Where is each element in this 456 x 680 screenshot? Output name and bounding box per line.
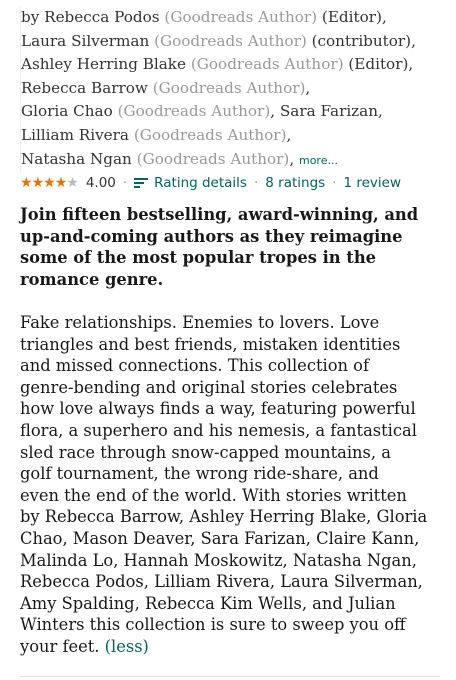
author-name[interactable]: Gloria Chao [21,102,118,121]
goodreads-author-tag: (Goodreads Author) [190,55,344,74]
author-line [21,148,447,173]
author-name[interactable]: , [305,78,311,97]
description-line [20,312,450,334]
author-name[interactable]: , [289,149,299,168]
ratings-count-link[interactable]: 8 ratings [265,175,326,191]
description-text: and missed connections. This collection of [20,356,369,376]
star-filled-icon: ★ [54,175,67,191]
rating-details-icon[interactable] [134,177,148,189]
description-line [20,485,450,507]
goodreads-author-tag: (Goodreads Author) [133,125,287,144]
description-text: Amy Spalding, Rebecca Kim Wells, and Julian [20,593,396,613]
description-line [20,571,450,593]
less-link[interactable]: (less) [104,636,149,656]
goodreads-author-tag: (Goodreads Author) [164,8,318,26]
description-text: genre-bending and original stories celebrates [20,377,398,397]
description-line [20,334,450,356]
description-text: sled race through snow-capped mountains, a [20,442,391,462]
star-rating [20,175,78,191]
author-name[interactable]: , [286,125,292,144]
author-line [21,53,447,77]
author-line [21,6,447,30]
star-empty-icon: ★ [66,175,78,191]
average-rating: 4.00 [85,175,116,191]
goodreads-author-tag: (Goodreads Author) [152,78,306,97]
description-text: flora, a superhero and his nemesis, a fantastical [20,420,417,440]
description-text: Rebecca Podos, Lilliam Rivera, Laura Silverman, [20,572,423,592]
description-line [20,463,450,485]
rating-row [20,172,450,194]
description-text: how love always finds a way, featuring powerful [20,399,416,419]
author-name[interactable]: by Rebecca Podos [21,8,165,26]
author-name[interactable]: Rebecca Barrow [21,78,153,97]
reviews-count-link[interactable]: 1 review [343,175,401,191]
description-lead-line: Join fifteen bestselling, award-winning, and [20,205,419,224]
description-line [20,593,450,615]
separator-dot: · [253,175,259,191]
description-lead-line: some of the most popular tropes in the [20,248,377,268]
description-text: Fake relationships. Enemies to lovers. Love [20,313,380,332]
description-text: triangles and best friends, mistaken identities [20,334,401,354]
goodreads-author-tag: (Goodreads Author) [154,31,307,50]
description-line [20,442,450,464]
goodreads-author-tag: (Goodreads Author) [117,102,271,121]
author-name[interactable]: (Editor), [343,55,414,74]
description-text: by Rebecca Barrow, Ashley Herring Blake, Gloria [20,507,428,527]
description-text: your feet. [20,636,100,656]
goodreads-author-tag: (Goodreads Author) [136,149,290,168]
description-line [20,398,450,420]
author-name[interactable]: Ashley Herring Blake [21,55,191,74]
separator-dot: · [332,175,337,191]
description-line [20,550,450,572]
author-list [20,6,447,172]
description-line [20,506,450,528]
description-text: Winters this collection is sure to sweep you off [20,615,406,635]
description-line [20,377,450,399]
description-text: Malinda Lo, Hannah Moskowitz, Natasha Ngan, [20,550,417,570]
description-lead-line: up-and-coming authors as they reimagine [20,226,403,246]
author-name[interactable]: (Editor), [317,8,387,26]
more-authors-link[interactable]: more... [298,153,338,167]
author-name[interactable]: (contributor), [306,31,416,50]
author-name[interactable]: , Sara Farizan, [270,102,383,121]
description-line [20,420,450,442]
description-lead [20,204,446,290]
author-name[interactable]: Lilliam Rivera [21,125,134,144]
author-line [21,77,447,101]
description-text: Chao, Mason Deaver, Sara Farizan, Claire Kann, [20,528,420,548]
author-line [21,100,447,124]
divider [20,676,440,677]
description-text: even the end of the world. With stories written [20,485,407,505]
description-line [20,614,450,636]
separator-dot: · [122,175,128,191]
star-filled-icon: ★ [31,175,44,191]
description-body [20,312,450,658]
description-line [20,636,450,658]
author-name[interactable]: Laura Silverman [21,31,155,50]
star-filled-icon: ★ [20,175,32,191]
author-name[interactable]: Natasha Ngan [21,149,137,168]
author-line [21,124,447,148]
description-lead-line: romance genre. [20,269,164,289]
description-text: golf tournament, the wrong ride-share, and [20,464,379,484]
star-filled-icon: ★ [43,175,55,191]
description-line [20,355,450,377]
author-line [21,30,447,54]
rating-details-link[interactable]: Rating details [154,175,247,191]
description-line [20,528,450,550]
